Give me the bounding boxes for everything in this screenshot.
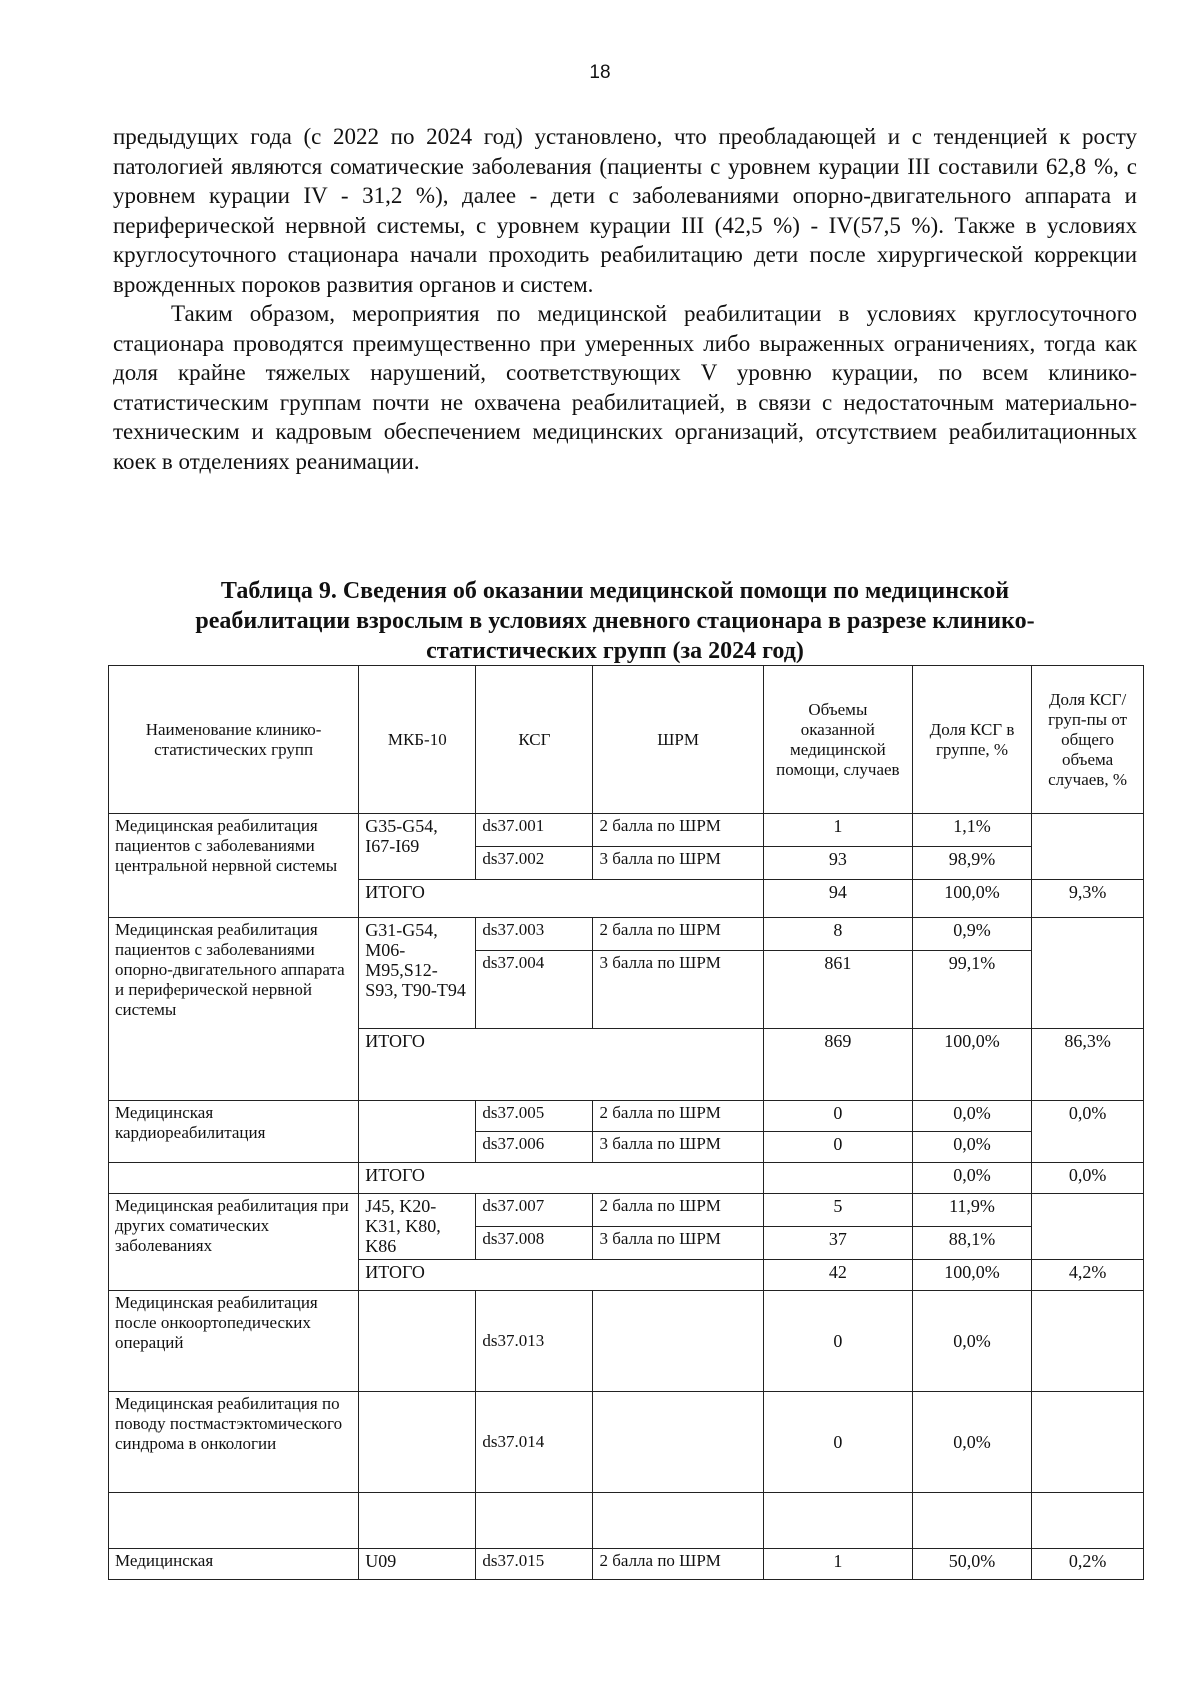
share-value: 0,0% (912, 1101, 1031, 1132)
header-name: Наименование клинико-статистических групп (109, 666, 359, 814)
shrm-value (593, 1392, 763, 1493)
volume-value: 37 (763, 1227, 912, 1260)
group-share-empty (1032, 1291, 1144, 1392)
table-row (109, 814, 1144, 847)
volume-value: 8 (763, 918, 912, 951)
empty-cell (109, 1163, 359, 1194)
table-row-empty (109, 1493, 1144, 1549)
share-value: 0,0% (912, 1291, 1031, 1392)
ksg-code: ds37.014 (476, 1392, 593, 1493)
total-share: 100,0% (912, 1260, 1031, 1291)
share-value: 0,9% (912, 918, 1031, 951)
empty-cell (1032, 1493, 1144, 1549)
total-volume: 94 (763, 880, 912, 918)
mkb-code: G35-G54, I67-I69 (359, 814, 476, 880)
header-ksg: КСГ (476, 666, 593, 814)
shrm-value: 3 балла по ШРМ (593, 951, 763, 1029)
mkb-code: G31-G54, M06-M95,S12-S93, T90-T94 (359, 918, 476, 1029)
group-share-empty (1032, 1392, 1144, 1493)
itogo-label: ИТОГО (359, 880, 764, 918)
share-value: 88,1% (912, 1227, 1031, 1260)
volume-value: 0 (763, 1132, 912, 1163)
share-value: 0,0% (912, 1392, 1031, 1493)
group-share-empty (1032, 814, 1144, 880)
empty-cell (476, 1493, 593, 1549)
share-value: 50,0% (912, 1549, 1031, 1580)
volume-value: 0 (763, 1101, 912, 1132)
shrm-value (593, 1291, 763, 1392)
volume-value: 861 (763, 951, 912, 1029)
empty-cell (109, 1493, 359, 1549)
share-value: 99,1% (912, 951, 1031, 1029)
group-share-empty (1032, 918, 1144, 1029)
empty-cell (593, 1493, 763, 1549)
share-value: 1,1% (912, 814, 1031, 847)
ksg-code: ds37.005 (476, 1101, 593, 1132)
itogo-label: ИТОГО (359, 1260, 764, 1291)
table-row-total (109, 1163, 1144, 1194)
empty-cell (359, 1493, 476, 1549)
volume-value: 93 (763, 847, 912, 880)
header-mkb: МКБ-10 (359, 666, 476, 814)
total-volume: 869 (763, 1029, 912, 1101)
shrm-value: 2 балла по ШРМ (593, 1194, 763, 1227)
volume-value: 0 (763, 1392, 912, 1493)
header-share-group: Доля КСГ/груп-пы от общего объема случаев, % (1032, 666, 1144, 814)
table-title: Таблица 9. Сведения об оказании медицинской помощи по медицинской реабилитации взрослым в условиях дневного стационара в разрезе клинико-статистических групп (за 2024 год) (195, 578, 1035, 664)
ksg-code: ds37.006 (476, 1132, 593, 1163)
paragraph-1: предыдущих года (с 2022 по 2024 год) установлено, что преобладающей и с тенденцией к росту патологией являются соматические заболевания (пациенты с уровнем курации III составили 62,8 %, с уровнем курации IV - 31,2 %), далее - дети с заболеваниями опорно-двигательного аппарата и периферической нервной системы, с уровнем курации III (42,5 %) - IV(57,5 %). Также в условиях круглосуточного стационара начали проходить реабилитацию дети после хирургической коррекции врожденных пороков развития органов и систем. (113, 124, 1137, 297)
ksg-code: ds37.007 (476, 1194, 593, 1227)
group-share: 86,3% (1032, 1029, 1144, 1101)
empty-cell (912, 1493, 1031, 1549)
data-table (108, 665, 1144, 1580)
mkb-code: J45, K20-K31, K80, K86 (359, 1194, 476, 1260)
page-number: 18 (589, 62, 611, 83)
mkb-code (359, 1291, 476, 1392)
group-name: Медицинская реабилитация пациентов с заболеваниями опорно-двигательного аппарата и периферической нервной системы (109, 918, 359, 1101)
ksg-code: ds37.002 (476, 847, 593, 880)
total-volume: 42 (763, 1260, 912, 1291)
volume-value: 0 (763, 1291, 912, 1392)
empty-cell (763, 1493, 912, 1549)
shrm-value: 3 балла по ШРМ (593, 1132, 763, 1163)
shrm-value: 3 балла по ШРМ (593, 847, 763, 880)
shrm-value: 2 балла по ШРМ (593, 814, 763, 847)
group-share-empty (1032, 1194, 1144, 1260)
share-value: 0,0% (912, 1132, 1031, 1163)
paragraph-2: Таким образом, мероприятия по медицинской реабилитации в условиях круглосуточного стационара проводятся преимущественно при умеренных либо выраженных ограничениях, тогда как доля крайне тяжелых нарушений, соответствующих V уровню курации, по всем клинико-статистическим группам почти не охвачена реабилитацией, в связи с недостаточным материально-техническим и кадровым обеспечением медицинских организаций, отсутствием реабилитационных коек в отделениях реанимации. (113, 301, 1137, 474)
ksg-code: ds37.004 (476, 951, 593, 1029)
mkb-code (359, 1392, 476, 1493)
total-volume (763, 1163, 912, 1194)
group-name: Медицинская кардиореабилитация (109, 1101, 359, 1163)
group-name: Медицинская реабилитация при других соматических заболеваниях (109, 1194, 359, 1291)
group-share: 9,3% (1032, 880, 1144, 918)
total-share: 100,0% (912, 880, 1031, 918)
table-row (109, 1194, 1144, 1227)
group-name: Медицинская реабилитация пациентов с заболеваниями центральной нервной системы (109, 814, 359, 918)
total-share: 0,0% (912, 1163, 1031, 1194)
group-share: 0,2% (1032, 1549, 1144, 1580)
shrm-value: 2 балла по ШРМ (593, 1101, 763, 1132)
shrm-value: 2 балла по ШРМ (593, 1549, 763, 1580)
ksg-code: ds37.001 (476, 814, 593, 847)
ksg-code: ds37.013 (476, 1291, 593, 1392)
mkb-code: U09 (359, 1549, 476, 1580)
shrm-value: 2 балла по ШРМ (593, 918, 763, 951)
mkb-code (359, 1101, 476, 1163)
share-value: 98,9% (912, 847, 1031, 880)
group-name: Медицинская реабилитация по поводу постмастэктомического синдрома в онкологии (109, 1392, 359, 1493)
table-row (109, 1549, 1144, 1580)
header-share-ksg: Доля КСГ в группе, % (912, 666, 1031, 814)
header-volume: Объемы оказанной медицинской помощи, случаев (763, 666, 912, 814)
group-share: 0,0% (1032, 1101, 1144, 1163)
header-shrm: ШРМ (593, 666, 763, 814)
shrm-value: 3 балла по ШРМ (593, 1227, 763, 1260)
group-name: Медицинская (109, 1549, 359, 1580)
table-row (109, 1291, 1144, 1392)
table-row (109, 1392, 1144, 1493)
volume-value: 1 (763, 1549, 912, 1580)
ksg-code: ds37.003 (476, 918, 593, 951)
volume-value: 5 (763, 1194, 912, 1227)
table-header-row (109, 666, 1144, 814)
ksg-code: ds37.015 (476, 1549, 593, 1580)
ksg-code: ds37.008 (476, 1227, 593, 1260)
itogo-label: ИТОГО (359, 1029, 764, 1101)
itogo-label: ИТОГО (359, 1163, 764, 1194)
volume-value: 1 (763, 814, 912, 847)
total-share: 100,0% (912, 1029, 1031, 1101)
group-share: 0,0% (1032, 1163, 1144, 1194)
group-share: 4,2% (1032, 1260, 1144, 1291)
body-text (113, 122, 1137, 476)
share-value: 11,9% (912, 1194, 1031, 1227)
table-row (109, 1101, 1144, 1132)
table-row (109, 918, 1144, 951)
group-name: Медицинская реабилитация после онкоортопедических операций (109, 1291, 359, 1392)
